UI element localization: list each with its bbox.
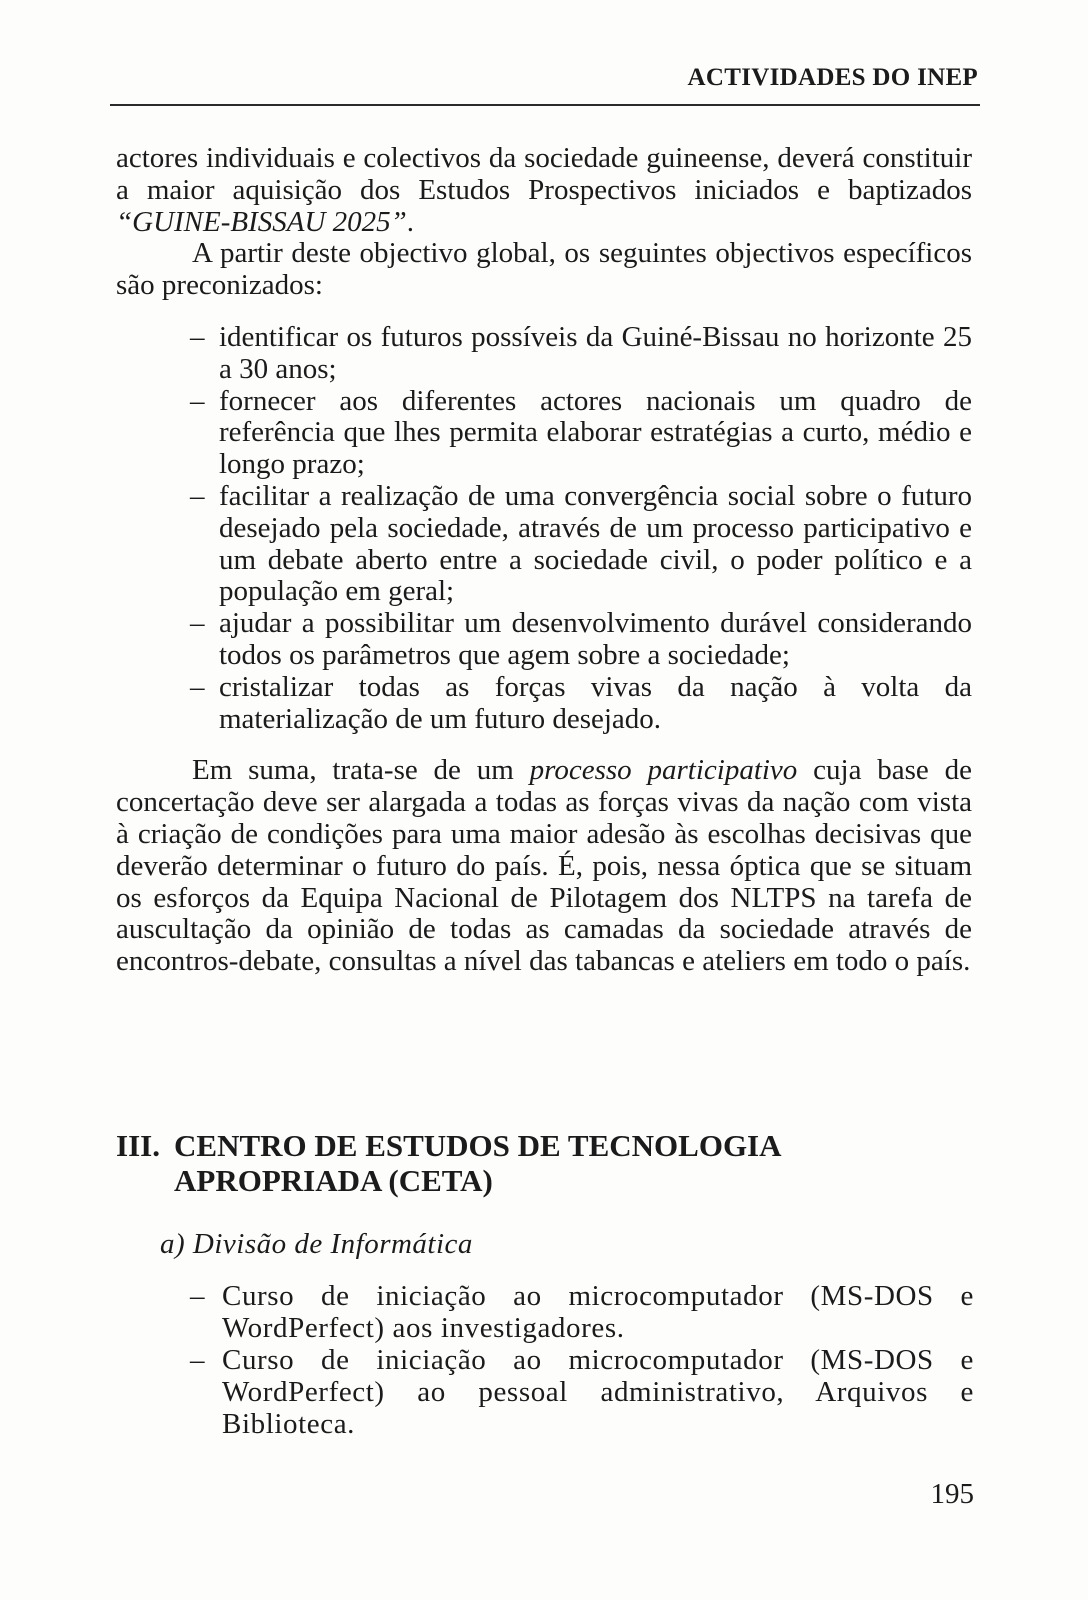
section-heading	[116, 1128, 976, 1198]
list-item	[190, 1344, 974, 1440]
paragraph-3	[116, 755, 972, 978]
paragraph-1-italic: “GUINE-BISSAU 2025”	[116, 205, 407, 238]
courses-list	[190, 1280, 974, 1440]
running-head: ACTIVIDADES DO INEP	[687, 64, 978, 91]
section-title-line-1: CENTRO DE ESTUDOS DE TECNOLOGIA	[174, 1128, 782, 1163]
page-number: 195	[930, 1478, 974, 1510]
objectives-list	[116, 322, 972, 735]
paragraph-3-italic: processo participativo	[529, 754, 798, 787]
header-rule	[110, 104, 980, 106]
dash-bullet: –	[190, 1280, 206, 1312]
paragraph-3-after: cuja base de concertação deve ser alargada a todas as forças vivas da nação com vista à criação de condições para uma maior adesão às escolhas decisivas que deverão determinar o futuro do país. É, pois, nessa óptica que se situam os esforços da Equipa Nacional de Pilotagem dos NLTPS na tarefa de auscultação da opinião de todas as camadas da sociedade através de encontros-debate, consultas a nível das tabancas e ateliers em todo o país.	[116, 754, 972, 978]
list-item-text: ajudar a possibilitar um desenvolvimento durável considerando todos os parâmetros que agem sobre a sociedade;	[219, 607, 972, 671]
list-item-text: cristalizar todas as forças vivas da nação à volta da materialização de um futuro desejado.	[219, 670, 972, 735]
list-item	[190, 479, 972, 608]
paragraph-2: A partir deste objectivo global, os seguintes objectivos específicos são preconizados:	[116, 237, 972, 302]
paragraph-3-before: Em suma, trata-se de um	[192, 754, 530, 787]
paragraph-1-tail: .	[406, 205, 415, 238]
section-number: III.	[116, 1128, 160, 1163]
list-item-text: fornecer aos diferentes actores nacionais um quadro de referência que lhes permita elaborar estratégias a curto, médio e longo prazo;	[219, 384, 972, 481]
list-item	[190, 607, 972, 672]
dash-bullet: –	[190, 320, 205, 353]
section-title-line-2: APROPRIADA (CETA)	[174, 1163, 493, 1198]
dash-bullet: –	[190, 479, 205, 512]
list-item-text: Curso de iniciação ao microcomputador (MS-DOS e WordPerfect) aos investigadores.	[222, 1280, 974, 1344]
subsection-heading: a) Divisão de Informática	[160, 1228, 473, 1260]
paragraph-1-text: actores individuais e colectivos da sociedade guineense, deverá constituir a maior aquisição dos Estudos Prospectivos iniciados e baptizados	[116, 142, 972, 206]
list-item	[190, 1280, 974, 1344]
dash-bullet: –	[190, 1344, 206, 1376]
body-text	[116, 143, 972, 978]
list-item-text: Curso de iniciação ao microcomputador (MS-DOS e WordPerfect) ao pessoal administrativo, Arquivos e Biblioteca.	[222, 1344, 974, 1440]
paragraph-1	[116, 143, 972, 238]
dash-bullet: –	[190, 384, 205, 417]
dash-bullet: –	[190, 607, 205, 640]
list-item	[190, 384, 972, 481]
list-item	[190, 670, 972, 736]
list-item-text: identificar os futuros possíveis da Guiné-Bissau no horizonte 25 a 30 anos;	[219, 320, 972, 385]
list-item	[190, 320, 972, 386]
list-item-text: facilitar a realização de uma convergência social sobre o futuro desejado pela sociedade, através de um processo participativo e um debate aberto entre a sociedade civil, o poder político e a população em geral;	[219, 479, 972, 608]
dash-bullet: –	[190, 670, 205, 703]
